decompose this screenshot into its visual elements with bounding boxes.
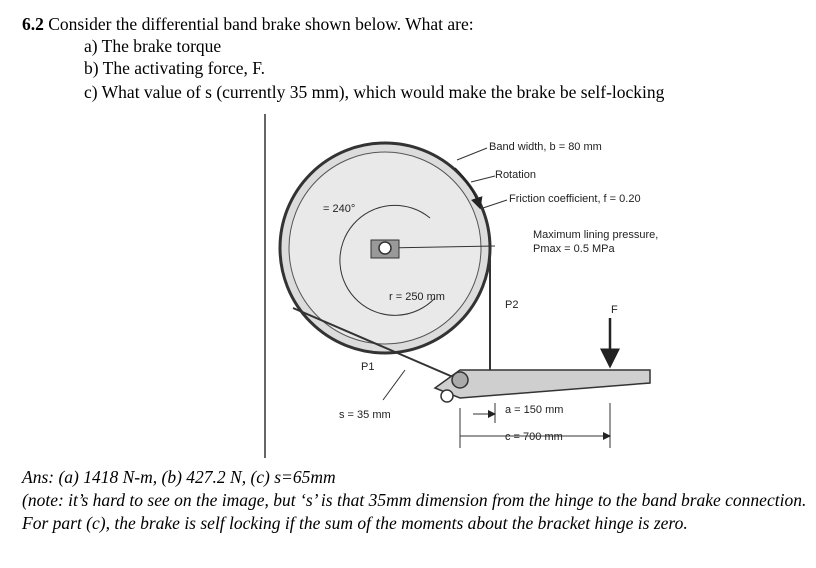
leader-friction	[483, 200, 507, 208]
label-rotation: Rotation	[495, 169, 536, 181]
part-b: b) The activating force, F.	[84, 58, 265, 78]
pivot-pin	[379, 242, 391, 254]
part-c: c) What value of s (currently 35 mm), which would make the brake be self-locking	[84, 82, 665, 102]
label-a-dim: a = 150 mm	[505, 404, 564, 416]
answer-note: (note: it’s hard to see on the image, but ‘s’ is that 35mm dimension from the hinge to the band brake connection. For part (c), the brake is self locking if the sum of the moments about the bracket hinge is zero.	[22, 490, 807, 533]
label-max-pressure-1: Maximum lining pressure,	[533, 229, 659, 241]
label-angle: = 240°	[323, 203, 356, 215]
lever-pin	[441, 390, 453, 402]
leader-rotation	[471, 176, 495, 182]
label-radius: r = 250 mm	[389, 291, 445, 303]
leader-s	[383, 370, 405, 400]
part-a: a) The brake torque	[84, 36, 222, 56]
label-p2: P2	[505, 299, 519, 311]
answer-block	[22, 466, 812, 535]
label-force: F	[611, 304, 618, 316]
lever-hinge	[452, 372, 468, 388]
label-c-dim: c = 700 mm	[505, 431, 563, 443]
problem-intro: Consider the differential band brake shown below. What are:	[48, 14, 474, 34]
leader-band-width	[457, 148, 487, 160]
problem-heading	[22, 13, 474, 35]
label-friction: Friction coefficient, f = 0.20	[509, 193, 641, 205]
label-band-width: Band width, b = 80 mm	[489, 141, 602, 153]
label-s-dim: s = 35 mm	[339, 409, 391, 421]
problem-number: 6.2	[22, 14, 44, 34]
band-brake-figure	[255, 108, 715, 458]
label-max-pressure-2: Pmax = 0.5 MPa	[533, 243, 615, 255]
label-p1: P1	[361, 361, 375, 373]
answer-line: Ans: (a) 1418 N-m, (b) 427.2 N, (c) s=65mm	[22, 467, 336, 487]
